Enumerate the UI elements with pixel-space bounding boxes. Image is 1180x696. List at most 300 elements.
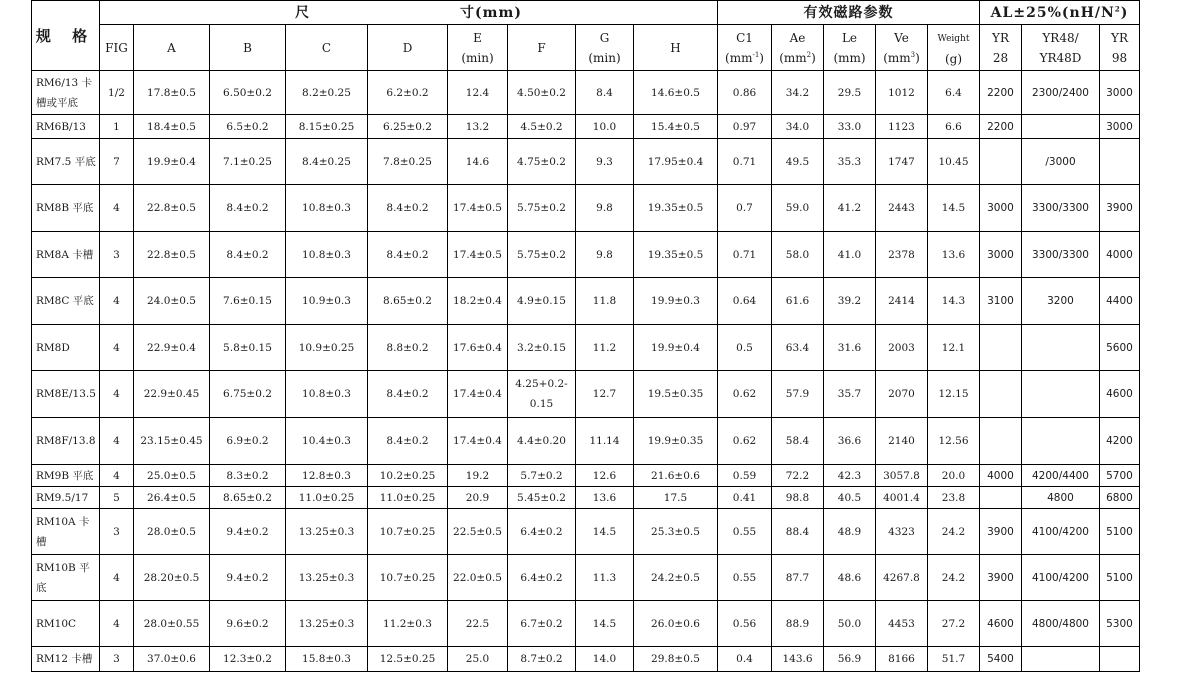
f-cell: 6.7±0.2 [508, 601, 576, 647]
c-cell: 10.8±0.3 [286, 371, 368, 418]
fig-cell: 1/2 [100, 71, 134, 115]
col-g-header: G (min) [576, 25, 634, 71]
g-cell: 11.14 [576, 418, 634, 465]
weight-cell: 6.4 [928, 71, 980, 115]
weight-cell: 51.7 [928, 647, 980, 672]
b-cell: 12.3±0.2 [210, 647, 286, 672]
h-cell: 24.2±0.5 [634, 555, 718, 601]
f-cell: 5.75±0.2 [508, 232, 576, 278]
le-cell: 42.3 [824, 465, 876, 487]
weight-cell: 24.2 [928, 509, 980, 555]
fig-cell: 5 [100, 487, 134, 509]
ae-cell: 57.9 [772, 371, 824, 418]
spec-cell: RM9.5/17 [32, 487, 100, 509]
table-row [32, 185, 1140, 232]
d-cell: 10.7±0.25 [368, 555, 448, 601]
spec-cell: RM6B/13 [32, 115, 100, 139]
g-cell: 11.3 [576, 555, 634, 601]
spec-cell: RM8F/13.8 [32, 418, 100, 465]
le-cell: 36.6 [824, 418, 876, 465]
c-cell: 8.4±0.25 [286, 139, 368, 185]
d-cell: 8.4±0.2 [368, 418, 448, 465]
ve-cell: 4323 [876, 509, 928, 555]
a-cell: 23.15±0.45 [134, 418, 210, 465]
ve-cell: 4001.4 [876, 487, 928, 509]
table-row [32, 601, 1140, 647]
yr28-cell [980, 139, 1022, 185]
h-cell: 19.5±0.35 [634, 371, 718, 418]
ve-cell: 4267.8 [876, 555, 928, 601]
yr28-cell [980, 418, 1022, 465]
c-cell: 10.9±0.25 [286, 325, 368, 371]
c1-cell: 0.62 [718, 371, 772, 418]
c-cell: 13.25±0.3 [286, 509, 368, 555]
fig-cell: 3 [100, 232, 134, 278]
yr48-cell: 4800 [1022, 487, 1100, 509]
le-cell: 48.9 [824, 509, 876, 555]
a-cell: 22.8±0.5 [134, 185, 210, 232]
b-cell: 9.4±0.2 [210, 509, 286, 555]
ve-cell: 4453 [876, 601, 928, 647]
c1-cell: 0.55 [718, 509, 772, 555]
weight-cell: 12.1 [928, 325, 980, 371]
h-cell: 19.35±0.5 [634, 185, 718, 232]
dimension-group-label: 尺 寸(mm) [295, 4, 522, 21]
h-cell: 21.6±0.6 [634, 465, 718, 487]
g-cell: 14.5 [576, 509, 634, 555]
col-le-header: Le (mm) [824, 25, 876, 71]
spec-cell: RM8D [32, 325, 100, 371]
b-cell: 9.6±0.2 [210, 601, 286, 647]
yr98-cell: 4200 [1100, 418, 1140, 465]
g-cell: 10.0 [576, 115, 634, 139]
yr48-cell: 4800/4800 [1022, 601, 1100, 647]
d-cell: 11.2±0.3 [368, 601, 448, 647]
weight-cell: 10.45 [928, 139, 980, 185]
yr98-cell: 3900 [1100, 185, 1140, 232]
table-body [32, 71, 1140, 672]
f-cell: 4.50±0.2 [508, 71, 576, 115]
ae-cell: 72.2 [772, 465, 824, 487]
col-b-header: B [210, 25, 286, 71]
le-cell: 35.3 [824, 139, 876, 185]
fig-cell: 3 [100, 647, 134, 672]
fig-cell: 1 [100, 115, 134, 139]
c1-cell: 0.59 [718, 465, 772, 487]
b-cell: 8.3±0.2 [210, 465, 286, 487]
c1-cell: 0.64 [718, 278, 772, 325]
spec-cell: RM10C [32, 601, 100, 647]
col-d-header: D [368, 25, 448, 71]
a-cell: 28.0±0.55 [134, 601, 210, 647]
b-cell: 7.6±0.15 [210, 278, 286, 325]
table-row [32, 139, 1140, 185]
h-cell: 26.0±0.6 [634, 601, 718, 647]
yr48-cell [1022, 371, 1100, 418]
le-cell: 48.6 [824, 555, 876, 601]
g-cell: 8.4 [576, 71, 634, 115]
a-cell: 28.20±0.5 [134, 555, 210, 601]
yr28-cell [980, 371, 1022, 418]
e-cell: 25.0 [448, 647, 508, 672]
weight-cell: 13.6 [928, 232, 980, 278]
b-cell: 5.8±0.15 [210, 325, 286, 371]
fig-cell: 4 [100, 371, 134, 418]
yr98-cell: 3000 [1100, 71, 1140, 115]
yr28-cell: 3900 [980, 509, 1022, 555]
yr48-cell [1022, 115, 1100, 139]
weight-cell: 6.6 [928, 115, 980, 139]
e-cell: 13.2 [448, 115, 508, 139]
table-row [32, 232, 1140, 278]
b-cell: 8.65±0.2 [210, 487, 286, 509]
d-cell: 6.25±0.2 [368, 115, 448, 139]
a-cell: 17.8±0.5 [134, 71, 210, 115]
weight-cell: 27.2 [928, 601, 980, 647]
fig-cell: 4 [100, 278, 134, 325]
yr48-cell: 3300/3300 [1022, 232, 1100, 278]
h-cell: 19.9±0.3 [634, 278, 718, 325]
e-cell: 22.0±0.5 [448, 555, 508, 601]
fig-cell: 4 [100, 418, 134, 465]
table-row [32, 418, 1140, 465]
e-cell: 22.5 [448, 601, 508, 647]
yr48-cell [1022, 418, 1100, 465]
yr48-cell: 4100/4200 [1022, 509, 1100, 555]
yr98-cell [1100, 647, 1140, 672]
ae-cell: 88.4 [772, 509, 824, 555]
yr48-cell [1022, 647, 1100, 672]
spec-cell: RM9B 平底 [32, 465, 100, 487]
fig-header: FIG [100, 25, 134, 71]
yr98-cell [1100, 139, 1140, 185]
e-cell: 17.4±0.5 [448, 232, 508, 278]
c1-cell: 0.4 [718, 647, 772, 672]
yr98-cell: 4000 [1100, 232, 1140, 278]
ae-cell: 58.0 [772, 232, 824, 278]
spec-header: 规 格 [32, 1, 100, 71]
yr48-cell: 2300/2400 [1022, 71, 1100, 115]
ae-cell: 61.6 [772, 278, 824, 325]
fig-cell: 4 [100, 325, 134, 371]
fig-cell: 4 [100, 555, 134, 601]
col-c-header: C [286, 25, 368, 71]
le-cell: 39.2 [824, 278, 876, 325]
col-weight-header: Weight (g) [928, 25, 980, 71]
ve-cell: 1123 [876, 115, 928, 139]
h-cell: 19.35±0.5 [634, 232, 718, 278]
e-cell: 17.4±0.5 [448, 185, 508, 232]
h-cell: 19.9±0.35 [634, 418, 718, 465]
fig-cell: 3 [100, 509, 134, 555]
yr48-cell: 3200 [1022, 278, 1100, 325]
f-cell: 4.5±0.2 [508, 115, 576, 139]
h-cell: 17.95±0.4 [634, 139, 718, 185]
b-cell: 9.4±0.2 [210, 555, 286, 601]
f-cell: 5.7±0.2 [508, 465, 576, 487]
table-row [32, 647, 1140, 672]
yr98-cell: 5100 [1100, 509, 1140, 555]
yr28-cell: 2200 [980, 71, 1022, 115]
yr98-cell: 5700 [1100, 465, 1140, 487]
yr98-cell: 5600 [1100, 325, 1140, 371]
c-cell: 13.25±0.3 [286, 555, 368, 601]
yr48-cell [1022, 325, 1100, 371]
ae-cell: 88.9 [772, 601, 824, 647]
spec-cell: RM8C 平底 [32, 278, 100, 325]
b-cell: 6.75±0.2 [210, 371, 286, 418]
yr98-cell: 5300 [1100, 601, 1140, 647]
yr28-cell: 4600 [980, 601, 1022, 647]
d-cell: 12.5±0.25 [368, 647, 448, 672]
g-cell: 9.3 [576, 139, 634, 185]
h-cell: 17.5 [634, 487, 718, 509]
f-cell: 4.9±0.15 [508, 278, 576, 325]
f-cell: 6.4±0.2 [508, 509, 576, 555]
col-e-header: E (min) [448, 25, 508, 71]
col-c1-header: C1 $(mm^{-1})$ [718, 25, 772, 71]
c-cell: 8.2±0.25 [286, 71, 368, 115]
b-cell: 7.1±0.25 [210, 139, 286, 185]
h-cell: 25.3±0.5 [634, 509, 718, 555]
ae-cell: 34.0 [772, 115, 824, 139]
ve-cell: 2003 [876, 325, 928, 371]
a-cell: 26.4±0.5 [134, 487, 210, 509]
yr48-cell: 4100/4200 [1022, 555, 1100, 601]
ve-cell: 1747 [876, 139, 928, 185]
col-yr28-header: YR 28 [980, 25, 1022, 71]
yr48-cell: 3300/3300 [1022, 185, 1100, 232]
yr28-cell: 3900 [980, 555, 1022, 601]
spec-cell: RM12 卡槽 [32, 647, 100, 672]
al-value-header: $AL\pm 25\%(nH/N^2)$ [980, 1, 1140, 25]
le-cell: 56.9 [824, 647, 876, 672]
spec-cell: RM6/13 卡槽或平底 [32, 71, 100, 115]
e-cell: 20.9 [448, 487, 508, 509]
f-cell: 4.75±0.2 [508, 139, 576, 185]
ae-cell: 49.5 [772, 139, 824, 185]
c-cell: 10.9±0.3 [286, 278, 368, 325]
c1-cell: 0.41 [718, 487, 772, 509]
table-row [32, 325, 1140, 371]
c-cell: 10.4±0.3 [286, 418, 368, 465]
ae-cell: 87.7 [772, 555, 824, 601]
ae-cell: 34.2 [772, 71, 824, 115]
dimension-group-header [100, 1, 718, 25]
ve-cell: 8166 [876, 647, 928, 672]
spec-cell: RM8E/13.5 [32, 371, 100, 418]
c-cell: 10.8±0.3 [286, 185, 368, 232]
magnetic-params-header: 有效磁路参数 [718, 1, 980, 25]
c1-cell: 0.5 [718, 325, 772, 371]
f-cell: 5.75±0.2 [508, 185, 576, 232]
g-cell: 9.8 [576, 185, 634, 232]
fig-cell: 4 [100, 601, 134, 647]
h-cell: 19.9±0.4 [634, 325, 718, 371]
c-cell: 13.25±0.3 [286, 601, 368, 647]
le-cell: 41.2 [824, 185, 876, 232]
f-cell: 5.45±0.2 [508, 487, 576, 509]
fig-cell: 7 [100, 139, 134, 185]
yr28-cell: 4000 [980, 465, 1022, 487]
e-cell: 17.4±0.4 [448, 371, 508, 418]
yr28-cell: 3000 [980, 232, 1022, 278]
a-cell: 37.0±0.6 [134, 647, 210, 672]
yr28-cell: 2200 [980, 115, 1022, 139]
le-cell: 50.0 [824, 601, 876, 647]
b-cell: 6.50±0.2 [210, 71, 286, 115]
h-cell: 14.6±0.5 [634, 71, 718, 115]
ve-cell: 2414 [876, 278, 928, 325]
yr98-cell: 4600 [1100, 371, 1140, 418]
e-cell: 12.4 [448, 71, 508, 115]
d-cell: 10.2±0.25 [368, 465, 448, 487]
le-cell: 31.6 [824, 325, 876, 371]
fig-cell: 4 [100, 465, 134, 487]
f-cell: 8.7±0.2 [508, 647, 576, 672]
weight-cell: 14.3 [928, 278, 980, 325]
ve-cell: 2140 [876, 418, 928, 465]
c1-cell: 0.62 [718, 418, 772, 465]
fig-cell: 4 [100, 185, 134, 232]
g-cell: 12.7 [576, 371, 634, 418]
col-ve-header: Ve $(mm^3)$ [876, 25, 928, 71]
table-row [32, 555, 1140, 601]
d-cell: 8.4±0.2 [368, 232, 448, 278]
a-cell: 19.9±0.4 [134, 139, 210, 185]
yr28-cell: 3000 [980, 185, 1022, 232]
g-cell: 11.2 [576, 325, 634, 371]
e-cell: 19.2 [448, 465, 508, 487]
ae-cell: 63.4 [772, 325, 824, 371]
ve-cell: 3057.8 [876, 465, 928, 487]
yr48-cell: /3000 [1022, 139, 1100, 185]
e-cell: 14.6 [448, 139, 508, 185]
weight-cell: 23.8 [928, 487, 980, 509]
yr28-cell [980, 325, 1022, 371]
a-cell: 24.0±0.5 [134, 278, 210, 325]
le-cell: 40.5 [824, 487, 876, 509]
h-cell: 15.4±0.5 [634, 115, 718, 139]
f-cell: 6.4±0.2 [508, 555, 576, 601]
g-cell: 14.0 [576, 647, 634, 672]
ae-cell: 58.4 [772, 418, 824, 465]
a-cell: 18.4±0.5 [134, 115, 210, 139]
le-cell: 35.7 [824, 371, 876, 418]
ve-cell: 1012 [876, 71, 928, 115]
c1-cell: 0.97 [718, 115, 772, 139]
table-row [32, 71, 1140, 115]
table-row [32, 371, 1140, 418]
weight-cell: 14.5 [928, 185, 980, 232]
c1-cell: 0.71 [718, 232, 772, 278]
d-cell: 8.4±0.2 [368, 371, 448, 418]
c1-cell: 0.56 [718, 601, 772, 647]
le-cell: 29.5 [824, 71, 876, 115]
rm-core-spec-table [31, 0, 1140, 672]
e-cell: 18.2±0.4 [448, 278, 508, 325]
yr98-cell: 5100 [1100, 555, 1140, 601]
ve-cell: 2378 [876, 232, 928, 278]
ae-cell: 59.0 [772, 185, 824, 232]
yr98-cell: 3000 [1100, 115, 1140, 139]
c1-cell: 0.71 [718, 139, 772, 185]
d-cell: 11.0±0.25 [368, 487, 448, 509]
e-cell: 17.4±0.4 [448, 418, 508, 465]
spec-cell: RM10B 平底 [32, 555, 100, 601]
table-row [32, 465, 1140, 487]
d-cell: 7.8±0.25 [368, 139, 448, 185]
weight-cell: 12.15 [928, 371, 980, 418]
col-h-header: H [634, 25, 718, 71]
table-row [32, 509, 1140, 555]
weight-cell: 20.0 [928, 465, 980, 487]
le-cell: 41.0 [824, 232, 876, 278]
h-cell: 29.8±0.5 [634, 647, 718, 672]
c-cell: 11.0±0.25 [286, 487, 368, 509]
spec-cell: RM10A 卡槽 [32, 509, 100, 555]
c-cell: 10.8±0.3 [286, 232, 368, 278]
spec-cell: RM8A 卡槽 [32, 232, 100, 278]
ve-cell: 2070 [876, 371, 928, 418]
c1-cell: 0.55 [718, 555, 772, 601]
c1-cell: 0.7 [718, 185, 772, 232]
d-cell: 8.4±0.2 [368, 185, 448, 232]
col-yr98-header: YR 98 [1100, 25, 1140, 71]
col-ae-header: Ae $(mm^2)$ [772, 25, 824, 71]
b-cell: 8.4±0.2 [210, 185, 286, 232]
c1-cell: 0.86 [718, 71, 772, 115]
a-cell: 28.0±0.5 [134, 509, 210, 555]
a-cell: 22.9±0.4 [134, 325, 210, 371]
a-cell: 25.0±0.5 [134, 465, 210, 487]
d-cell: 10.7±0.25 [368, 509, 448, 555]
a-cell: 22.8±0.5 [134, 232, 210, 278]
g-cell: 14.5 [576, 601, 634, 647]
yr28-cell: 3100 [980, 278, 1022, 325]
col-f-header: F [508, 25, 576, 71]
b-cell: 8.4±0.2 [210, 232, 286, 278]
yr48-cell: 4200/4400 [1022, 465, 1100, 487]
b-cell: 6.9±0.2 [210, 418, 286, 465]
f-cell: 4.4±0.20 [508, 418, 576, 465]
d-cell: 6.2±0.2 [368, 71, 448, 115]
a-cell: 22.9±0.45 [134, 371, 210, 418]
f-cell: 3.2±0.15 [508, 325, 576, 371]
g-cell: 13.6 [576, 487, 634, 509]
c-cell: 8.15±0.25 [286, 115, 368, 139]
spec-cell: RM7.5 平底 [32, 139, 100, 185]
b-cell: 6.5±0.2 [210, 115, 286, 139]
g-cell: 11.8 [576, 278, 634, 325]
yr98-cell: 4400 [1100, 278, 1140, 325]
ae-cell: 98.8 [772, 487, 824, 509]
ve-cell: 2443 [876, 185, 928, 232]
spec-cell: RM8B 平底 [32, 185, 100, 232]
yr28-cell [980, 487, 1022, 509]
table-row [32, 278, 1140, 325]
yr98-cell: 6800 [1100, 487, 1140, 509]
ae-cell: 143.6 [772, 647, 824, 672]
weight-cell: 24.2 [928, 555, 980, 601]
col-yr48-header: YR48/ YR48D [1022, 25, 1100, 71]
d-cell: 8.65±0.2 [368, 278, 448, 325]
table-row [32, 115, 1140, 139]
col-a-header: A [134, 25, 210, 71]
g-cell: 12.6 [576, 465, 634, 487]
d-cell: 8.8±0.2 [368, 325, 448, 371]
f-cell: 4.25+0.2-0.15 [508, 371, 576, 418]
